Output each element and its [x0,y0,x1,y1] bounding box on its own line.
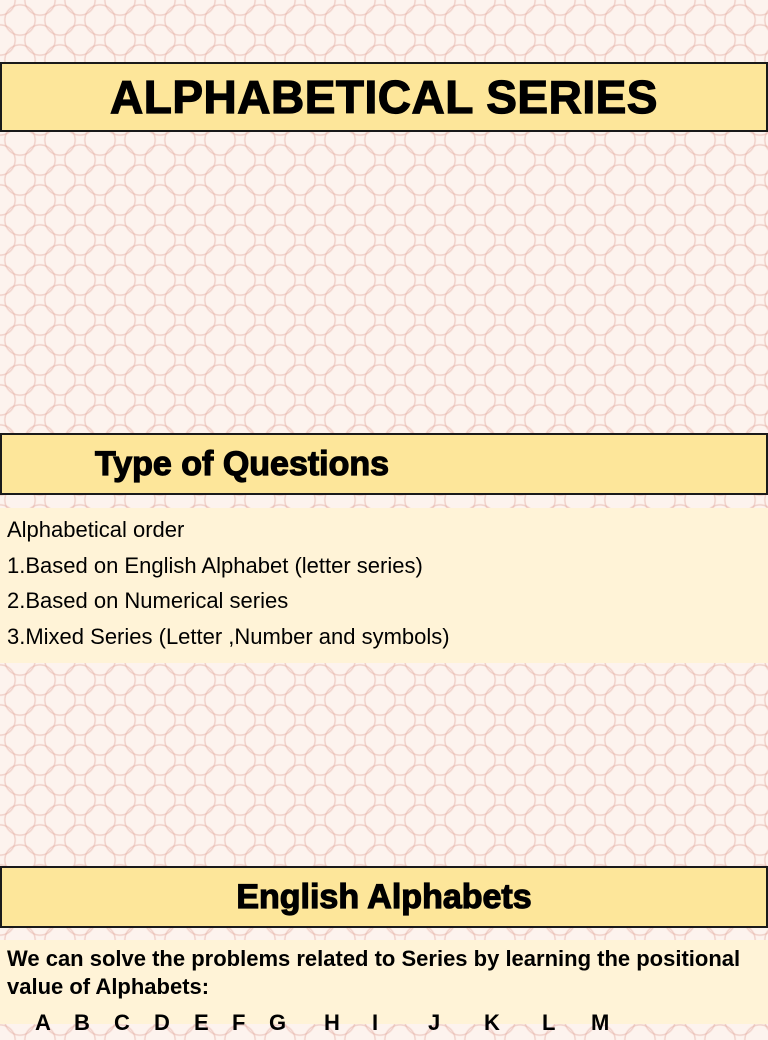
list-item: 2.Based on Numerical series [7,588,289,613]
alphabet-letter: E [194,1010,209,1035]
alphabet-letter: M [591,1010,610,1035]
alphabet-letter: I [372,1010,379,1035]
section-heading-questions: Type of Questions [95,444,390,483]
alphabet-letter: H [324,1010,340,1035]
list-item: 3.Mixed Series (Letter ,Number and symbols) [7,623,450,649]
alphabet-letter: G [269,1010,287,1035]
alphabet-letter: K [484,1010,500,1035]
section-heading-banner-alphabets [0,866,768,928]
alphabet-letter: J [428,1010,441,1035]
alphabet-letter: L [542,1010,556,1035]
list-item: Alphabetical order [7,517,185,542]
alphabet-letter: C [114,1010,130,1035]
alphabet-letter: B [74,1010,90,1035]
page-title: ALPHABETICAL SERIES [110,71,658,123]
alphabet-letter: D [154,1010,170,1035]
alphabet-letter: F [232,1010,246,1035]
title-banner [0,62,768,132]
alphabets-paragraph: We can solve the problems related to Series by learning the positional value of Alphabets: [7,946,741,999]
section-heading-alphabets: English Alphabets [236,877,532,916]
alphabet-letters-row [0,1010,768,1040]
question-types-box [0,508,768,663]
list-item: 1.Based on English Alphabet (letter series) [7,552,423,578]
alphabet-letter: A [35,1010,51,1035]
section-heading-banner-questions [0,433,768,495]
